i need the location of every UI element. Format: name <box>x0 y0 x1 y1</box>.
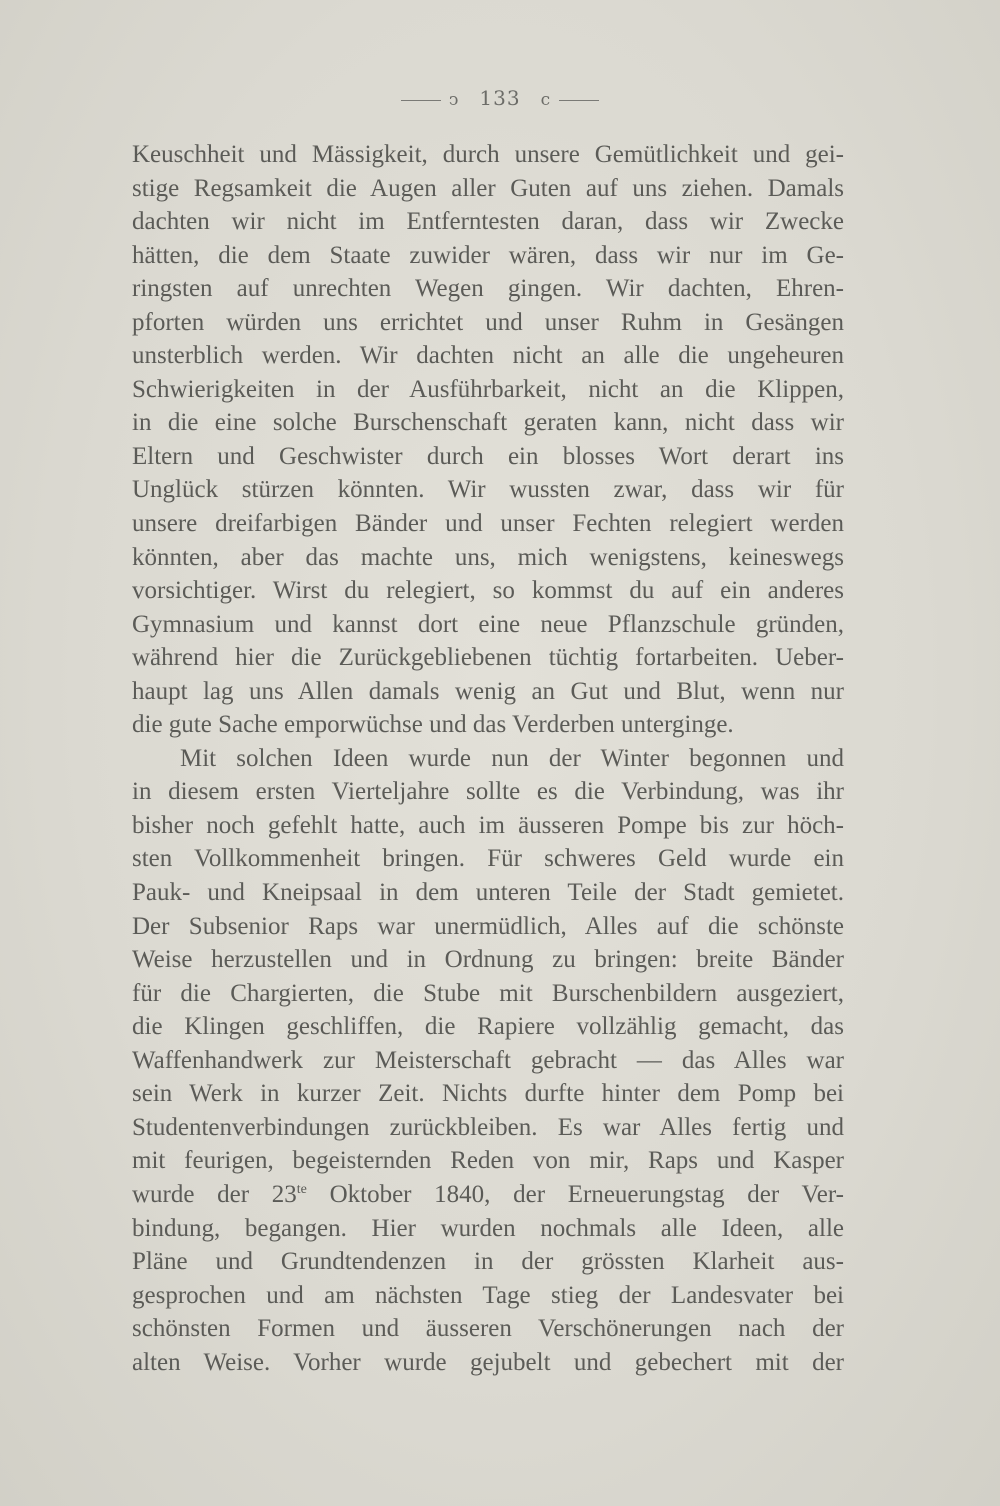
text-line: Keuschheit und Mässigkeit, durch unsere Gemütlichkeit und gei- <box>132 141 844 168</box>
text-line: vorsichtiger. Wirst du relegiert, so kommst du auf ein anderes <box>132 577 844 605</box>
text-line: mit feurigen, begeisternden Reden von mir, Raps und Kasper <box>132 1147 844 1175</box>
text-line: haupt lag uns Allen damals wenig an Gut und Blut, wenn nur <box>132 677 844 705</box>
header-ornament-left: ↄ <box>448 90 460 110</box>
text-line: bindung, begangen. Hier wurden nochmals alle Ideen, alle <box>132 1214 844 1242</box>
text-line-with-superscript <box>132 1178 844 1212</box>
text-line: Eltern und Geschwister durch ein blosses Wort derart ins <box>132 442 844 470</box>
text-line: Waffenhandwerk zur Meisterschaft gebracht — das Alles war <box>132 1046 844 1074</box>
text-line: bisher noch gefehlt hatte, auch im äusseren Pompe bis zur höch- <box>132 811 844 839</box>
text-line: Pauk- und Kneipsaal in dem unteren Teile der Stadt gemietet. <box>132 879 844 907</box>
paragraph-start-line: Mit solchen Ideen wurde nun der Winter begonnen und <box>180 744 844 772</box>
text-line: unsterblich werden. Wir dachten nicht an alle die ungeheuren <box>132 342 844 370</box>
text-line: für die Chargierten, die Stube mit Burschenbildern ausgeziert, <box>132 979 844 1007</box>
text-line: ringsten auf unrechten Wegen gingen. Wir dachten, Ehren- <box>132 275 844 303</box>
text-line: in die eine solche Burschenschaft geraten kann, nicht dass wir <box>132 409 844 437</box>
text-line: gesprochen und am nächsten Tage stieg der Landesvater bei <box>132 1281 844 1309</box>
text-line: pforten würden uns errichtet und unser Ruhm in Gesängen <box>132 308 844 336</box>
text-line: sten Vollkommenheit bringen. Für schweres Geld wurde ein <box>132 845 844 873</box>
paragraph-end-line: die gute Sache emporwüchse und das Verderben unterginge. <box>132 711 734 739</box>
text-line: Schwierigkeiten in der Ausführbarkeit, nicht an die Klippen, <box>132 375 844 403</box>
page-number: 133 <box>479 86 521 110</box>
text-line: Studentenverbindungen zurückbleiben. Es war Alles fertig und <box>132 1113 844 1141</box>
text-line: Weise herzustellen und in Ordnung zu bringen: breite Bänder <box>132 946 844 974</box>
body-text <box>132 138 844 1379</box>
text-line: könnten, aber das machte uns, mich wenigstens, keineswegs <box>132 543 844 571</box>
text-line: Pläne und Grundtendenzen in der grössten Klarheit aus- <box>132 1248 844 1276</box>
text-line: Der Subsenior Raps war unermüdlich, Alles auf die schönste <box>132 912 844 940</box>
text-line: hätten, die dem Staate zuwider wären, dass wir nur im Ge- <box>132 241 844 269</box>
text-line: schönsten Formen und äusseren Verschönerungen nach der <box>132 1315 844 1343</box>
page-header <box>0 86 1000 110</box>
text-line: sein Werk in kurzer Zeit. Nichts durfte hinter dem Pomp bei <box>132 1080 844 1108</box>
text-line: in diesem ersten Vierteljahre sollte es die Verbindung, was ihr <box>132 778 844 806</box>
text-line: Gymnasium und kannst dort eine neue Pflanzschule gründen, <box>132 610 844 638</box>
header-rule-right <box>559 100 599 101</box>
text-line: während hier die Zurückgebliebenen tüchtig fortarbeiten. Ueber- <box>132 644 844 672</box>
text-line: alten Weise. Vorher wurde gejubelt und gebechert mit der <box>132 1348 844 1376</box>
header-ornament-right: c <box>540 90 552 110</box>
text-line: Unglück stürzen könnten. Wir wussten zwar, dass wir für <box>132 476 844 504</box>
text-line: die Klingen geschliffen, die Rapiere vollzählig gemacht, das <box>132 1013 844 1041</box>
header-rule-left <box>401 100 441 101</box>
text-segment: Oktober 1840, der Erneuerungstag der Ver- <box>306 1180 844 1208</box>
text-segment: wurde der 23 <box>132 1180 297 1208</box>
text-line: unsere dreifarbigen Bänder und unser Fechten relegiert werden <box>132 510 844 538</box>
text-line: dachten wir nicht im Entferntesten daran, dass wir Zwecke <box>132 208 844 236</box>
text-line: stige Regsamkeit die Augen aller Guten auf uns ziehen. Damals <box>132 174 844 202</box>
superscript: te <box>296 1181 307 1197</box>
